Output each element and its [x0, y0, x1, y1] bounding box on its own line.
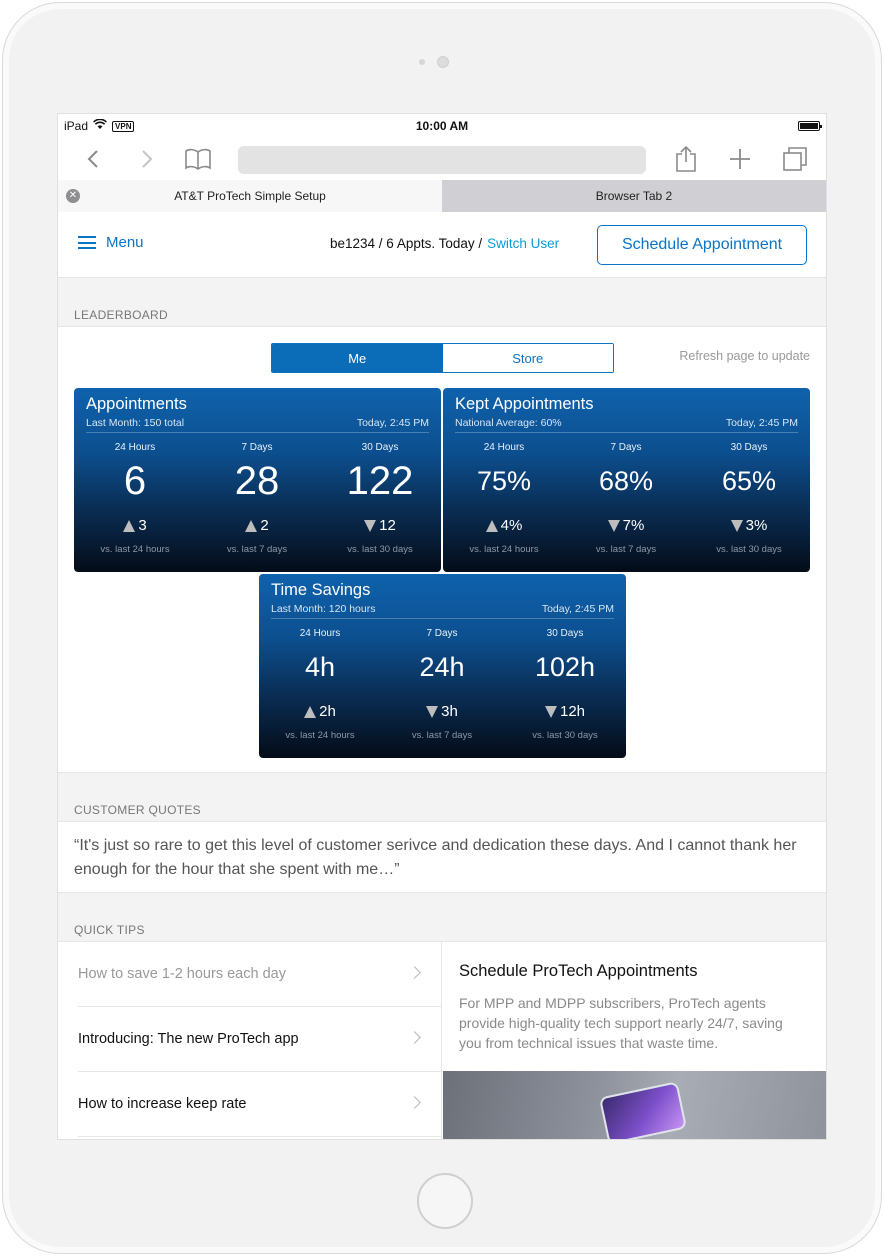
stat-column	[259, 628, 381, 741]
stat-change	[443, 517, 565, 534]
stat-value: 28	[234, 459, 280, 503]
comparison-label: vs. last 30 days	[347, 544, 413, 555]
front-camera	[437, 56, 449, 68]
comparison-label: vs. last 24 hours	[469, 544, 539, 555]
comparison-label: vs. last 24 hours	[285, 730, 355, 741]
period-label: 7 Days	[610, 442, 642, 453]
bookmarks-icon[interactable]	[182, 144, 214, 174]
change-value: 2	[260, 517, 269, 534]
hamburger-icon	[78, 236, 96, 249]
triangle-down-icon	[608, 520, 620, 532]
period-label: 30 Days	[730, 442, 768, 453]
stat-value: 6	[123, 459, 147, 503]
tip-label: How to increase keep rate	[78, 1096, 247, 1112]
stat-value: 102h	[534, 652, 596, 682]
divider	[455, 432, 798, 433]
tip-keep-rate[interactable]	[78, 1072, 441, 1137]
stat-value: 75%	[476, 466, 532, 496]
leaderboard-header	[58, 278, 826, 327]
tip-feature[interactable]	[443, 942, 826, 1140]
quick-tips	[58, 942, 826, 1140]
period-label: 30 Days	[546, 628, 584, 639]
tips-list	[58, 942, 442, 1140]
screen	[57, 113, 827, 1140]
switch-user-link[interactable]: Switch User	[487, 236, 560, 251]
stat-value: 4h	[304, 652, 336, 682]
feature-image	[443, 1071, 826, 1140]
stat-change	[688, 517, 810, 534]
triangle-down-icon	[545, 706, 557, 718]
tip-label: Introducing: The new ProTech app	[78, 1031, 299, 1047]
stat-column	[196, 442, 318, 555]
divider	[86, 432, 429, 433]
quotes-header	[58, 773, 826, 822]
tab-protech[interactable]	[58, 180, 442, 212]
app-header	[58, 212, 826, 278]
menu-label: Menu	[106, 234, 144, 251]
stat-change	[74, 517, 196, 534]
device-label: iPad	[64, 119, 89, 133]
feature-description: For MPP and MDPP subscribers, ProTech agents provide high-quality tech support nearly 24/7, saving you from technical issues that waste time.	[459, 995, 783, 1051]
change-value: 3	[138, 517, 147, 534]
card-timestamp: Today, 2:45 PM	[725, 417, 798, 429]
change-value: 3%	[745, 517, 768, 534]
status-time: 10:00 AM	[415, 119, 469, 133]
address-bar[interactable]	[238, 146, 646, 174]
stat-column	[381, 628, 503, 741]
change-value: 12h	[559, 703, 586, 720]
card-title: Appointments	[86, 395, 187, 413]
card-kept-appointments	[443, 388, 810, 572]
sensor	[419, 59, 425, 65]
phone-image	[599, 1081, 687, 1140]
period-label: 24 Hours	[299, 628, 341, 639]
section-title: CUSTOMER QUOTES	[74, 803, 201, 817]
stat-column	[319, 442, 441, 555]
change-value: 12	[379, 517, 396, 534]
card-timestamp: Today, 2:45 PM	[356, 417, 429, 429]
comparison-label: vs. last 7 days	[226, 544, 288, 555]
status-bar	[58, 114, 826, 138]
vpn-badge: VPN	[112, 121, 134, 132]
period-label: 7 Days	[426, 628, 458, 639]
card-appointments	[74, 388, 441, 572]
stat-value: 68%	[598, 466, 654, 496]
tabs-icon[interactable]	[780, 144, 810, 174]
card-time-savings	[259, 574, 626, 758]
triangle-down-icon	[426, 706, 438, 718]
stat-change	[381, 703, 503, 720]
menu-button[interactable]	[78, 234, 144, 251]
stat-change	[565, 517, 687, 534]
triangle-up-icon	[123, 520, 135, 532]
stat-value: 122	[346, 459, 414, 503]
stat-value: 65%	[721, 466, 777, 496]
chevron-right-icon	[408, 1031, 421, 1044]
stat-column	[688, 442, 810, 555]
triangle-down-icon	[731, 520, 743, 532]
stat-column	[565, 442, 687, 555]
share-icon[interactable]	[672, 144, 700, 174]
card-subtitle: National Average: 60%	[455, 417, 562, 429]
comparison-label: vs. last 30 days	[716, 544, 782, 555]
toggle-store[interactable]: Store	[443, 344, 614, 372]
tips-header	[58, 893, 826, 942]
forward-icon[interactable]	[134, 144, 160, 174]
period-label: 7 Days	[241, 442, 273, 453]
period-label: 24 Hours	[483, 442, 525, 453]
refresh-hint: Refresh page to update	[679, 349, 810, 363]
triangle-up-icon	[245, 520, 257, 532]
toggle-me[interactable]: Me	[272, 344, 443, 372]
tab-strip	[58, 180, 826, 212]
stat-change	[319, 517, 441, 534]
battery-icon	[798, 121, 820, 131]
triangle-up-icon	[486, 520, 498, 532]
divider	[271, 618, 614, 619]
tip-label: How to save 1-2 hours each day	[78, 966, 286, 982]
section-title: QUICK TIPS	[74, 923, 145, 937]
change-value: 7%	[622, 517, 645, 534]
tab-label: Browser Tab 2	[595, 189, 673, 203]
close-icon[interactable]: ✕	[66, 189, 80, 203]
card-title: Time Savings	[271, 581, 371, 599]
stat-value: 24h	[419, 652, 465, 682]
card-subtitle: Last Month: 150 total	[86, 417, 185, 429]
comparison-label: vs. last 7 days	[595, 544, 657, 555]
card-timestamp: Today, 2:45 PM	[541, 603, 614, 615]
comparison-label: vs. last 30 days	[532, 730, 598, 741]
tip-save-time[interactable]	[78, 942, 441, 1007]
stat-column	[443, 442, 565, 555]
card-subtitle: Last Month: 120 hours	[271, 603, 376, 615]
home-button[interactable]	[417, 1173, 473, 1229]
tip-new-app[interactable]	[78, 1007, 441, 1072]
comparison-label: vs. last 24 hours	[100, 544, 170, 555]
period-label: 24 Hours	[114, 442, 156, 453]
schedule-appointment-button[interactable]: Schedule Appointment	[597, 225, 807, 265]
stat-change	[196, 517, 318, 534]
user-status: be1234 / 6 Appts. Today /	[330, 236, 483, 251]
scope-toggle	[271, 343, 614, 373]
back-icon[interactable]	[80, 144, 106, 174]
section-title: LEADERBOARD	[74, 308, 168, 322]
chevron-right-icon	[408, 1096, 421, 1109]
stat-change	[259, 703, 381, 720]
period-label: 30 Days	[361, 442, 399, 453]
new-tab-icon[interactable]	[726, 144, 754, 174]
triangle-down-icon	[364, 520, 376, 532]
comparison-label: vs. last 7 days	[411, 730, 473, 741]
card-title: Kept Appointments	[455, 395, 594, 413]
chevron-right-icon	[408, 966, 421, 979]
triangle-up-icon	[304, 706, 316, 718]
tab-browser-2[interactable]	[442, 180, 826, 212]
leaderboard	[58, 327, 826, 773]
change-value: 2h	[319, 703, 336, 720]
change-value: 3h	[441, 703, 458, 720]
tab-label: AT&T ProTech Simple Setup	[174, 189, 326, 203]
browser-toolbar	[58, 138, 826, 180]
stat-column	[74, 442, 196, 555]
customer-quote: “It's just so rare to get this level of customer serivce and dedication these days. And I cannot thank her enough for the hour that she spent with me…”	[58, 822, 826, 893]
feature-title: Schedule ProTech Appointments	[459, 962, 698, 980]
stat-column	[504, 628, 626, 741]
user-info	[330, 236, 559, 251]
stat-change	[504, 703, 626, 720]
change-value: 4%	[500, 517, 523, 534]
